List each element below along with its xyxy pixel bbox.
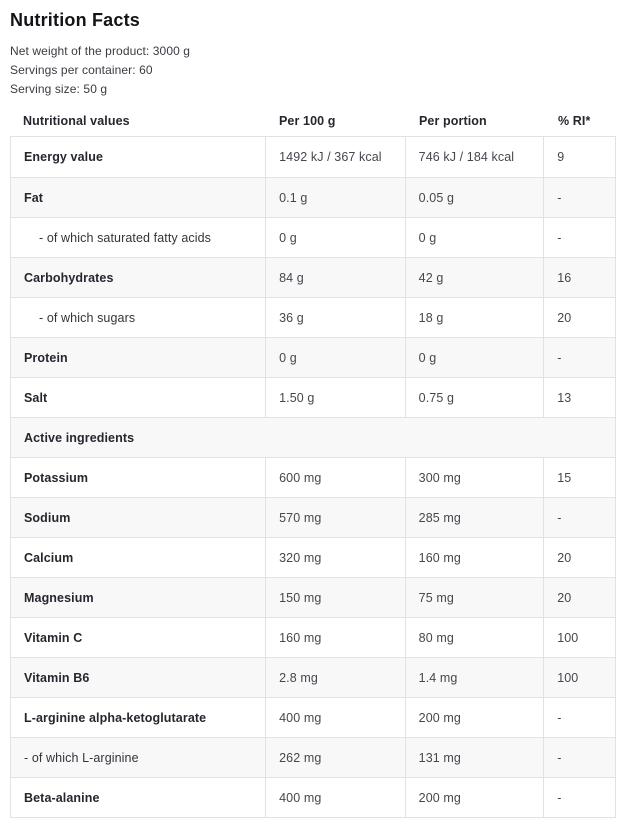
row-value: 13: [557, 390, 572, 405]
row-label: - of which saturated fatty acids: [11, 218, 266, 257]
row-value: 84 g: [266, 258, 406, 297]
table-row: [11, 537, 615, 577]
row-value: -: [557, 350, 562, 365]
row-label: L-arginine alpha-ketoglutarate: [11, 698, 266, 737]
table-row: [11, 737, 615, 777]
row-value: 1.50 g: [266, 378, 406, 417]
row-value: 20: [557, 590, 572, 605]
row-label: Energy value: [11, 137, 266, 177]
table-row: [11, 297, 615, 337]
row-label: Sodium: [11, 498, 266, 537]
table-row: [11, 257, 615, 297]
table-header-row: [10, 105, 616, 136]
row-value: 262 mg: [266, 738, 406, 777]
row-value: 320 mg: [266, 538, 406, 577]
row-value: 160 mg: [406, 538, 545, 577]
table-row: [11, 457, 615, 497]
section-header-row: [11, 417, 615, 457]
row-value: 42 g: [406, 258, 545, 297]
row-value: 0 g: [266, 218, 406, 257]
row-value: 570 mg: [266, 498, 406, 537]
row-value: 18 g: [406, 298, 545, 337]
row-label: - of which sugars: [11, 298, 266, 337]
row-value: -: [557, 190, 562, 205]
row-value: -: [557, 710, 562, 725]
row-label: Fat: [11, 178, 266, 217]
row-value: 0.05 g: [406, 178, 545, 217]
table-row: [11, 697, 615, 737]
table-row: [11, 377, 615, 417]
row-value: 16: [557, 270, 572, 285]
row-value: 0 g: [406, 338, 545, 377]
net-weight-line: Net weight of the product: 3000 g: [10, 44, 191, 58]
row-label: Protein: [11, 338, 266, 377]
header-per-portion: Per portion: [419, 113, 487, 128]
row-value: 600 mg: [266, 458, 406, 497]
row-value: 1.4 mg: [406, 658, 545, 697]
row-value: 131 mg: [406, 738, 545, 777]
row-value: -: [557, 790, 562, 805]
row-value: -: [557, 230, 562, 245]
serving-size-line: Serving size: 50 g: [10, 82, 108, 96]
row-label: Vitamin B6: [11, 658, 266, 697]
product-meta: [10, 42, 616, 99]
servings-per-container-line: Servings per container: 60: [10, 63, 153, 77]
row-label: Carbohydrates: [11, 258, 266, 297]
header-nutritional-values: Nutritional values: [23, 113, 130, 128]
table-row: [11, 177, 615, 217]
row-label: Beta-alanine: [11, 778, 266, 817]
nutrition-table: [10, 136, 616, 818]
row-value: 0 g: [406, 218, 545, 257]
row-value: 400 mg: [266, 698, 406, 737]
row-value: 200 mg: [406, 698, 545, 737]
row-value: 746 kJ / 184 kcal: [406, 137, 545, 177]
row-value: 36 g: [266, 298, 406, 337]
row-value: 0.75 g: [406, 378, 545, 417]
row-value: 150 mg: [266, 578, 406, 617]
row-value: 80 mg: [406, 618, 545, 657]
row-value: 200 mg: [406, 778, 545, 817]
row-label: Vitamin C: [11, 618, 266, 657]
row-value: -: [557, 750, 562, 765]
row-label: - of which L-arginine: [11, 738, 266, 777]
row-value: 2.8 mg: [266, 658, 406, 697]
row-label: Magnesium: [11, 578, 266, 617]
row-value: 160 mg: [266, 618, 406, 657]
table-row: [11, 777, 615, 817]
table-row: [11, 577, 615, 617]
row-value: 100: [557, 630, 579, 645]
row-value: 100: [557, 670, 579, 685]
row-value: -: [557, 510, 562, 525]
row-value: 75 mg: [406, 578, 545, 617]
row-value: 0.1 g: [266, 178, 406, 217]
table-row: [11, 337, 615, 377]
table-row: [11, 617, 615, 657]
row-value: 9: [557, 150, 565, 164]
page-title: Nutrition Facts: [10, 10, 141, 30]
row-label: Calcium: [11, 538, 266, 577]
row-value: 0 g: [266, 338, 406, 377]
table-row: [11, 497, 615, 537]
table-row: [11, 137, 615, 177]
row-value: 300 mg: [406, 458, 545, 497]
row-value: 20: [557, 310, 572, 325]
table-row: [11, 217, 615, 257]
section-label: Active ingredients: [24, 430, 135, 445]
row-value: 400 mg: [266, 778, 406, 817]
header-per-100g: Per 100 g: [279, 113, 336, 128]
row-value: 15: [557, 470, 572, 485]
row-label: Potassium: [11, 458, 266, 497]
header-percent-ri: % RI*: [558, 113, 591, 128]
row-value: 20: [557, 550, 572, 565]
row-label: Salt: [11, 378, 266, 417]
row-value: 1492 kJ / 367 kcal: [266, 137, 406, 177]
table-row: [11, 657, 615, 697]
row-value: 285 mg: [406, 498, 545, 537]
